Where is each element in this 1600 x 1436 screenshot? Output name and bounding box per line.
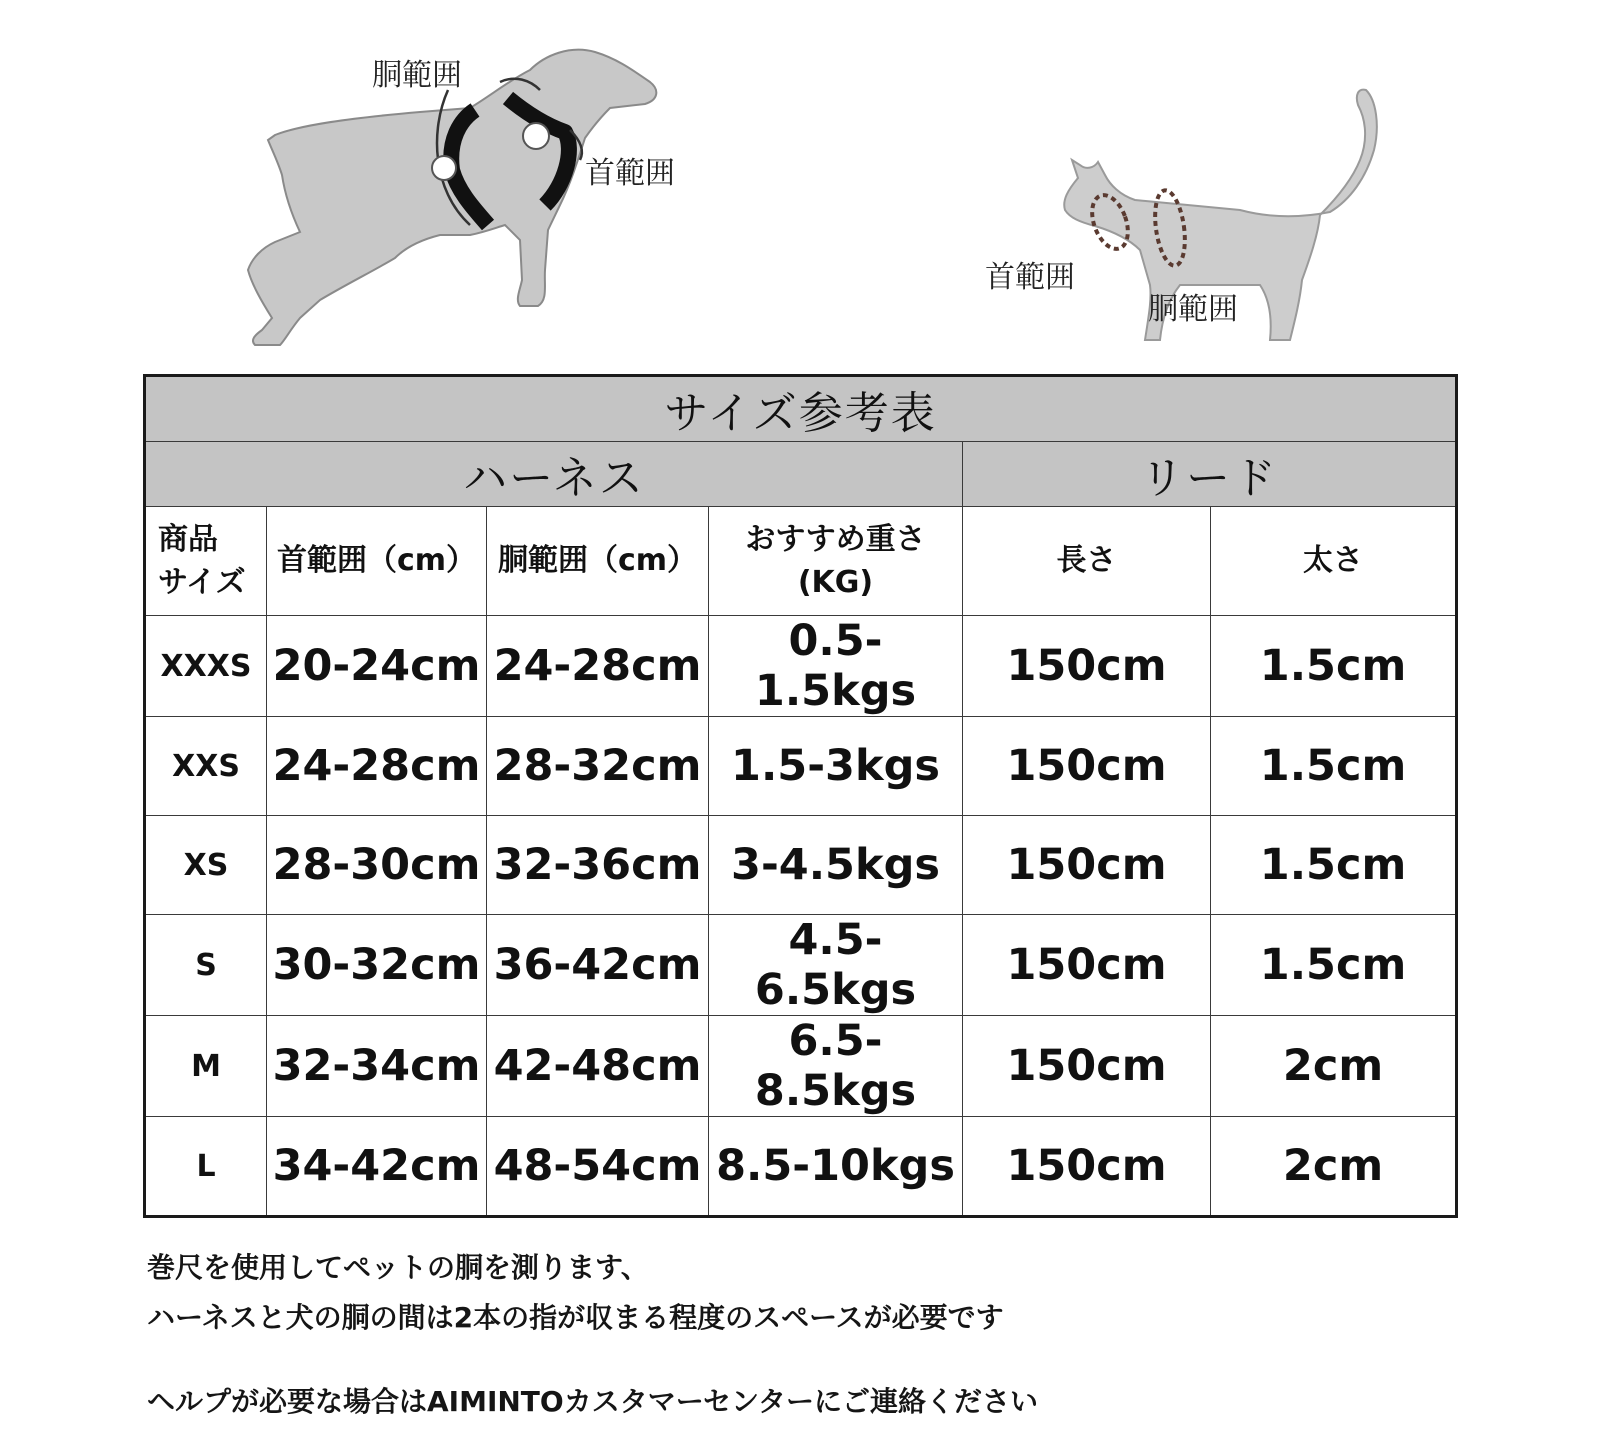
illustration-area <box>0 0 1600 360</box>
header-body: 胴範囲（cm） <box>487 507 709 616</box>
cell-neck: 20-24cm <box>267 616 487 717</box>
table-row <box>145 816 1457 915</box>
cat-body-label: 胴範囲 <box>1148 292 1238 327</box>
header-weight-line2: (KG) <box>797 565 874 600</box>
dog-body-label: 胴範囲 <box>372 58 462 93</box>
table-row <box>145 1016 1457 1117</box>
table-row <box>145 717 1457 816</box>
table-row <box>145 1117 1457 1217</box>
cell-length: 150cm <box>963 717 1211 816</box>
dog-neck-label: 首範囲 <box>585 156 675 191</box>
cell-weight: 1.5-3kgs <box>709 717 963 816</box>
dog-silhouette <box>248 50 656 345</box>
cell-body: 42-48cm <box>487 1016 709 1117</box>
header-weight <box>709 507 963 616</box>
note-support: ヘルプが必要な場合はAIMINTOカスタマーセンターにご連絡ください <box>147 1385 1039 1418</box>
header-neck: 首範囲（cm） <box>267 507 487 616</box>
pet-illustrations <box>0 0 1600 360</box>
cell-length: 150cm <box>963 816 1211 915</box>
table-title-row <box>145 376 1457 442</box>
cell-size: XS <box>145 816 267 915</box>
header-size-line2: サイズ <box>158 565 246 600</box>
size-chart-table <box>143 374 1458 1218</box>
cell-weight: 4.5-6.5kgs <box>709 915 963 1016</box>
cell-width: 1.5cm <box>1211 717 1457 816</box>
cell-size: L <box>145 1117 267 1217</box>
table-group-row <box>145 442 1457 507</box>
cell-width: 1.5cm <box>1211 816 1457 915</box>
cell-weight: 3-4.5kgs <box>709 816 963 915</box>
cell-body: 36-42cm <box>487 915 709 1016</box>
cell-size: M <box>145 1016 267 1117</box>
header-length: 長さ <box>963 507 1211 616</box>
cell-length: 150cm <box>963 616 1211 717</box>
table-row <box>145 616 1457 717</box>
group-lead: リード <box>963 442 1457 507</box>
table-title: サイズ参考表 <box>145 376 1457 442</box>
cell-body: 48-54cm <box>487 1117 709 1217</box>
cell-length: 150cm <box>963 1117 1211 1217</box>
cell-neck: 32-34cm <box>267 1016 487 1117</box>
cell-neck: 30-32cm <box>267 915 487 1016</box>
cell-weight: 0.5-1.5kgs <box>709 616 963 717</box>
cell-neck: 34-42cm <box>267 1117 487 1217</box>
cell-body: 24-28cm <box>487 616 709 717</box>
cell-body: 28-32cm <box>487 717 709 816</box>
table-header-row <box>145 507 1457 616</box>
cell-weight: 6.5-8.5kgs <box>709 1016 963 1117</box>
cat-neck-label: 首範囲 <box>985 260 1075 295</box>
cell-size: S <box>145 915 267 1016</box>
cell-neck: 28-30cm <box>267 816 487 915</box>
note-spacing: ハーネスと犬の胴の間は2本の指が収まる程度のスペースが必要です <box>147 1301 1004 1334</box>
cell-length: 150cm <box>963 915 1211 1016</box>
table-row <box>145 915 1457 1016</box>
header-width: 太さ <box>1211 507 1457 616</box>
cell-width: 1.5cm <box>1211 915 1457 1016</box>
header-size-line1: 商品 <box>158 521 218 557</box>
cell-length: 150cm <box>963 1016 1211 1117</box>
cell-size: XXS <box>145 717 267 816</box>
cell-size: XXXS <box>145 616 267 717</box>
cell-body: 32-36cm <box>487 816 709 915</box>
cell-weight: 8.5-10kgs <box>709 1117 963 1217</box>
cell-width: 1.5cm <box>1211 616 1457 717</box>
cell-neck: 24-28cm <box>267 717 487 816</box>
group-harness: ハーネス <box>145 442 963 507</box>
cell-width: 2cm <box>1211 1016 1457 1117</box>
header-weight-line1: おすすめ重さ <box>745 521 926 557</box>
cell-width: 2cm <box>1211 1117 1457 1217</box>
note-measure: 巻尺を使用してペットの胴を測ります、 <box>147 1251 649 1284</box>
header-size <box>145 507 267 616</box>
